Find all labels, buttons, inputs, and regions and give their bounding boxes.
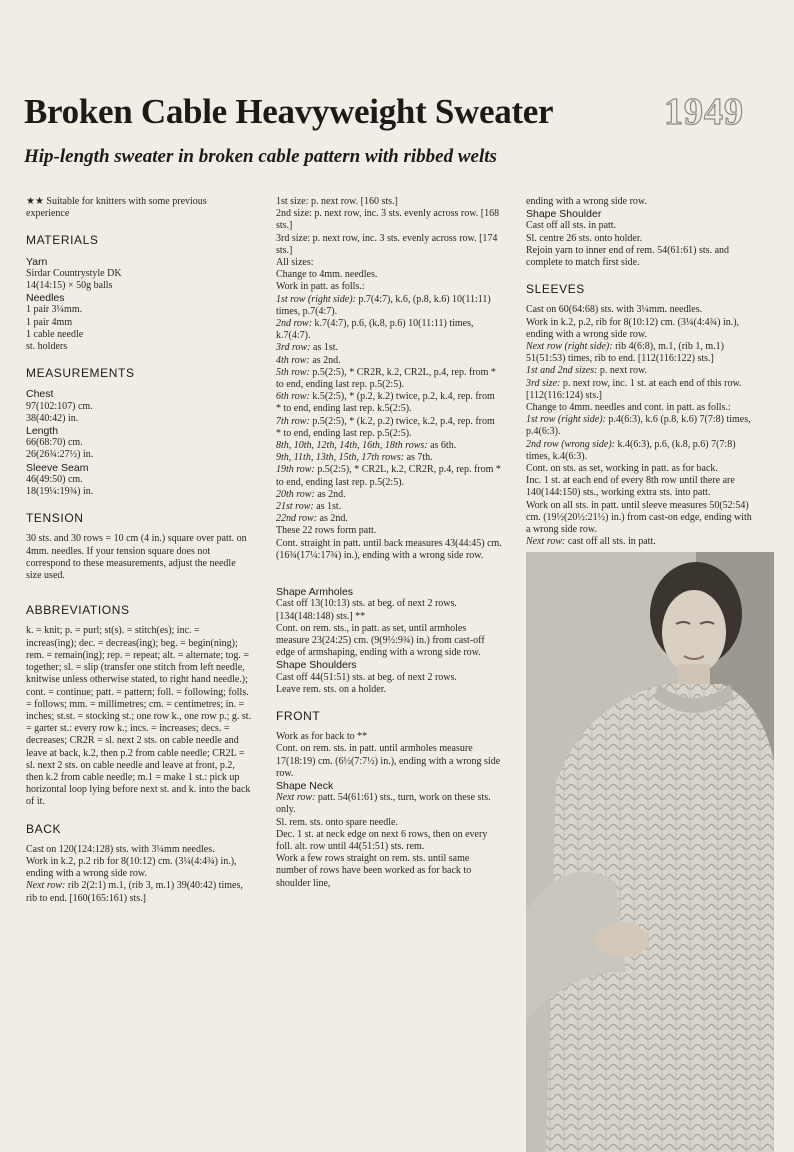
needles-heading: Needles — [26, 292, 65, 305]
pattern-row — [276, 318, 502, 342]
needles-line: 1 cable needle — [26, 328, 84, 340]
measurements-heading: MEASUREMENTS — [26, 366, 135, 381]
row-label: 3rd size: — [526, 377, 561, 389]
chest-cm: 97(102:107) cm. — [26, 400, 93, 412]
length-heading: Length — [26, 425, 59, 438]
length-in: 26(26¾:27½) in. — [26, 449, 94, 461]
sleeves-text: Cont. on sts. as set, working in patt. as for back. — [526, 463, 718, 475]
sleeves-heading: SLEEVES — [526, 282, 585, 297]
page-title: Broken Cable Heavyweight Sweater — [24, 92, 554, 131]
pattern-row — [276, 367, 502, 391]
needles-line: st. holders — [26, 341, 68, 353]
sleeves-row — [526, 414, 754, 438]
neck-heading: Shape Neck — [276, 779, 334, 792]
row-label: 1st and 2nd sizes: — [526, 365, 598, 377]
back-text: Work in k.2, p.2 rib for 8(10:12) cm. (3¼(4:4¾) in.), ending with a wrong side row. — [26, 855, 237, 880]
front-text: Work as for back to ** — [276, 731, 368, 743]
tension-heading: TENSION — [26, 511, 84, 526]
abbreviations-heading: ABBREVIATIONS — [26, 603, 130, 618]
row-text: p. next row. — [597, 365, 648, 377]
row-label: 5th row: — [276, 366, 310, 378]
yarn-heading: Yarn — [26, 255, 48, 268]
year-badge: 1949 — [664, 91, 744, 133]
model-photo — [526, 552, 774, 1152]
row-label: 21st row: — [276, 501, 314, 513]
row-label: 6th row: — [276, 391, 310, 403]
pattern-line: These 22 rows form patt. — [276, 525, 377, 537]
neck-text — [276, 792, 502, 816]
row-text: k.5(2:5), * (p.2, k.2) twice, p.2, k.4, rep. from * to end, ending last rep. k.5(2:5). — [276, 391, 495, 415]
pattern-line: 1st size: p. next row. [160 sts.] — [276, 196, 398, 207]
sleeves-text: Change to 4mm. needles and cont. in patt. as folls.: — [526, 402, 731, 414]
back-text — [26, 880, 252, 904]
row-text: p.5(2:5), * (k.2, p.2) twice, k.2, p.4, rep. from * to end, ending last rep. p.5(2:5). — [276, 415, 495, 439]
row-label: Next row: — [276, 792, 316, 804]
shoulder-text: Sl. centre 26 sts. onto holder. — [526, 232, 643, 244]
row-label: 1st row (right side): — [276, 293, 356, 305]
row-label: 3rd row: — [276, 342, 311, 354]
front-continued: ending with a wrong side row. — [526, 196, 647, 207]
sleeves-row — [526, 365, 754, 377]
row-text: as 1st. — [313, 501, 342, 513]
shoulder-heading: Shape Shoulder — [526, 208, 602, 221]
row-text: p.5(2:5), * CR2R, k.2, CR2L, p.4, rep. from * to end, ending last rep. p.5(2:5). — [276, 366, 496, 391]
pattern-row — [276, 464, 502, 488]
shoulders-text: Cast off 44(51:51) sts. at beg. of next 2 rows. — [276, 671, 457, 683]
row-label: 19th row: — [276, 464, 315, 476]
pattern-row — [276, 501, 502, 513]
yarn-quantity: 14(14:15) × 50g balls — [26, 280, 113, 292]
front-text: Cont. on rem. sts. in patt. until armholes measure 17(18:19) cm. (6½(7:7½) in.), ending with a wrong side row. — [276, 743, 501, 779]
pattern-row — [276, 294, 502, 318]
pattern-line: Change to 4mm. needles. — [276, 269, 378, 281]
row-label: 8th, 10th, 12th, 14th, 16th, 18th rows: — [276, 440, 428, 452]
row-text: patt. 54(61:61) sts., turn, work on these sts. only. — [276, 792, 491, 816]
length-cm: 66(68:70) cm. — [26, 437, 83, 449]
row-label: Next row: — [26, 880, 66, 892]
sleeves-row — [526, 378, 754, 402]
materials-heading: MATERIALS — [26, 233, 99, 248]
row-text: k.7(4:7), p.6, (k.8, p.6) 10(11:11) times, k.7(4:7). — [276, 318, 474, 342]
page-subtitle: Hip-length sweater in broken cable pattern with ribbed welts — [24, 146, 497, 167]
sleeves-row — [526, 536, 754, 548]
pattern-line: Work in patt. as folls.: — [276, 281, 365, 293]
shoulders-heading: Shape Shoulders — [276, 659, 357, 672]
armholes-heading: Shape Armholes — [276, 586, 354, 599]
abbreviations-text: k. = knit; p. = purl; st(s). = stitch(es); inc. = increas(ing); dec. = decreas(ing); beg. = begin(ning); rem. = remain(ing); rep. = repeat; alt. = alternate; tog. = together; sl. = slip (transfer one stitch from left needle, knitwise unless otherwise stated, to right hand needle.); cont. = continue; patt. = pattern; foll. = following; folls. = follows; mm. = millimetres; cm. = centimetres; in. = inches; st.st. = stocking st.; one row k., one row p.; g. st. = garter st.: every row k.; incs. = increases; decs. = decreases; CR2R = sl. next 2 sts. on cable needle and leave at back, k.2, then p.2 from cable needle; CR2L = sl. next 2 sts. on cable needle and leave at front, p.2, then k.2 from cable needle; m.1 = make 1 st.: pick up horizontal loop lying before next st. and k. into the back of it. — [26, 625, 252, 808]
row-text: p.5(2:5), * CR2L, k.2, CR2R, p.4, rep. from * to end, ending last rep. p.5(2:5). — [276, 464, 501, 488]
front-heading: FRONT — [276, 708, 321, 723]
pattern-line: All sizes: — [276, 257, 314, 269]
row-label: 7th row: — [276, 415, 310, 427]
pattern-line: 2nd size: p. next row, inc. 3 sts. evenly across row. [168 sts.] — [276, 208, 500, 232]
row-text: k.4(6:3), p.6, (k.8, p.6) 7(7:8) times, k.4(6:3). — [526, 438, 736, 462]
row-text: as 6th. — [427, 440, 457, 452]
neck-text: Work a few rows straight on rem. sts. until same number of rows have been worked as for back to shoulder line, — [276, 853, 472, 889]
model-illustration — [526, 552, 774, 1152]
row-text: as 2nd. — [314, 488, 346, 500]
back-heading: BACK — [26, 821, 62, 836]
pattern-row — [276, 513, 502, 525]
needles-line: 1 pair 4mm — [26, 316, 73, 328]
column-2 — [276, 196, 502, 890]
chest-heading: Chest — [26, 388, 54, 401]
pattern-row — [276, 342, 502, 354]
row-label: 9th, 11th, 13th, 15th, 17th rows: — [276, 452, 405, 464]
sleeves-text: Work in k.2, p.2, rib for 8(10:12) cm. (3¼(4:4¾) in.), ending with a wrong side row. — [526, 316, 740, 340]
shoulder-text: Cast off all sts. in patt. — [526, 220, 617, 232]
yarn-type: Sirdar Countrystyle DK — [26, 267, 122, 279]
row-label: 20th row: — [276, 488, 315, 500]
needles-line: 1 pair 3¼mm. — [26, 304, 83, 316]
row-text: p.4(6:3), k.6 (p.8, k.6) 7(7:8) times, p.4(6:3). — [526, 414, 751, 438]
row-text: as 2nd. — [317, 513, 348, 525]
chest-in: 38(40:42) in. — [26, 412, 79, 424]
tension-text: 30 sts. and 30 rows = 10 cm (4 in.) square over patt. on 4mm. needles. If your tension square does not correspond to these measurements, adjust the needle size used. — [26, 533, 247, 582]
row-text: as 2nd. — [309, 354, 341, 366]
row-label: 2nd row: — [276, 318, 313, 330]
armholes-text: Cast off 13(10:13) sts. at beg. of next 2 rows. [134(148:148) sts.] ** — [276, 598, 457, 622]
row-label: 4th row: — [276, 354, 310, 366]
row-text: cast off all sts. in patt. — [565, 536, 656, 548]
pattern-row — [276, 440, 502, 452]
row-label: 22nd row: — [276, 513, 318, 525]
row-label: Next row (right side): — [526, 341, 613, 353]
row-text: rib 2(2:1) m.1, (rib 3, m.1) 39(40:42) times, rib to end. [160(165:161) sts.] — [26, 880, 243, 904]
row-text: as 1st. — [310, 342, 339, 354]
sleeves-text: Inc. 1 st. at each end of every 8th row until there are 140(144:150) sts., working extra sts. into patt. — [526, 475, 735, 499]
column-1 — [26, 196, 252, 905]
pattern-row — [276, 416, 502, 440]
row-label: 1st row (right side): — [526, 414, 606, 426]
neck-text: Dec. 1 st. at neck edge on next 6 rows, then on every foll. alt. row until 44(51:51) sts. rem. — [276, 828, 488, 852]
sleeve-in: 18(19¼:19¾) in. — [26, 486, 94, 498]
sleeves-text: Cast on 60(64:68) sts. with 3¼mm. needles. — [526, 304, 703, 316]
row-text: p.7(4:7), k.6, (p.8, k.6) 10(11:11) times, p.7(4:7). — [276, 293, 491, 317]
armholes-text: Cont. on rem. sts., in patt. as set, until armholes measure 23(24:25) cm. (9(9½:9¾) in.) from cast-off edge of armshaping, ending with a wrong side row. — [276, 622, 485, 659]
row-label: Next row: — [526, 536, 566, 548]
neck-text: Sl. rem. sts. onto spare needle. — [276, 816, 398, 828]
pattern-row — [276, 452, 502, 464]
pattern-row — [276, 391, 502, 415]
back-text: Cast on 120(124:128) sts. with 3¼mm needles. — [26, 843, 215, 855]
sleeve-cm: 46(49:50) cm. — [26, 473, 83, 485]
row-label: 2nd row (wrong side): — [526, 438, 615, 450]
row-text: as 7th. — [404, 452, 433, 464]
sleeves-row — [526, 439, 754, 463]
row-text: p. next row, inc. 1 st. at each end of this row. [112(116:124) sts.] — [526, 377, 742, 401]
sleeves-row — [526, 341, 754, 365]
pattern-row — [276, 355, 502, 367]
shoulders-text: Leave rem. sts. on a holder. — [276, 683, 386, 695]
row-text: rib 4(6:8), m.1, (rib 1, m.1) 51(51:53) times, rib to end. [112(116:122) sts.] — [526, 341, 724, 365]
skill-level: ★★ Suitable for knitters with some previous experience — [26, 196, 207, 220]
pattern-row — [276, 489, 502, 501]
sleeve-seam-heading: Sleeve Seam — [26, 461, 89, 474]
pattern-line: 3rd size: p. next row, inc. 3 sts. evenly across row. [174 sts.] — [276, 232, 498, 256]
sleeves-text: Work on all sts. in patt. until sleeve measures 50(52:54) cm. (19½(20½:21½) in.) from cast-on edge, ending with a wrong side row. — [526, 499, 752, 536]
shoulder-text: Rejoin yarn to inner end of rem. 54(61:61) sts. and complete to match first side. — [526, 244, 730, 269]
pattern-line: Cont. straight in patt. until back measures 43(44:45) cm. (16¾(17¼:17¾) in.), ending with a wrong side row. — [276, 537, 502, 561]
